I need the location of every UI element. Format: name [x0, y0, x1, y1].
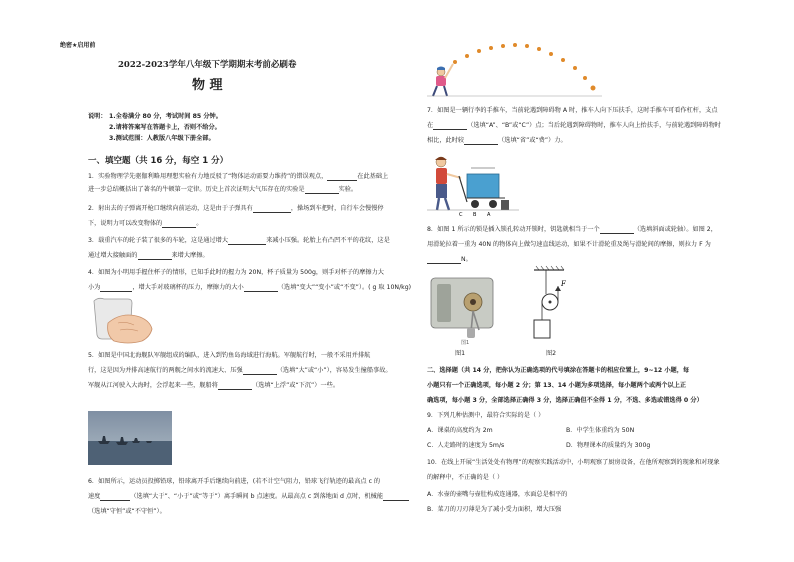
- notes-label: 说明：: [88, 113, 107, 120]
- q9-stem: 9．下列几种估测中，最符合实际的是（ ）: [427, 412, 545, 419]
- q3-line-1: 3．载重汽车的轮子装了很多的车轮，这是通过增大 来减小压强。轮胎上有凸凹不平的花纹，这是: [88, 237, 390, 244]
- shot-put-figure: [427, 38, 607, 98]
- warship-photo: [88, 411, 172, 465]
- q9-option-a: A．课桌的高度约为 2m: [427, 427, 493, 434]
- q3-line-2: 通过增大接触面的 来增大摩擦。: [88, 252, 209, 259]
- q5-line-1: 5．如图是中国北海舰队军舰组成的编队，进入到钓鱼岛海域进行海航。军舰航行时，一般不采用并排航: [88, 352, 371, 359]
- q10-option-b: B．菜刀的刀刃薄是为了减小受力面积，增大压强: [427, 506, 562, 513]
- label-c: C: [459, 212, 463, 218]
- lock-figure: [427, 272, 499, 346]
- q9-option-d: D．物理课本的质量约为 300g: [566, 442, 651, 449]
- fig1-caption: 图1: [455, 350, 466, 357]
- hand-cup-figure: [88, 293, 158, 349]
- q8-line-2: 用滑轮拉着一重为 40N 的物体向上做匀速直线运动，如果不计滑轮重及绳与滑轮间的摩擦，则拉力 F 为: [427, 241, 711, 248]
- force-label: F: [561, 280, 566, 288]
- q7-line-2: 在 （选填“A”、“B”或“C”）点；当后轮遇到障碍物时，推车人向上抬扶手，与前轮遇到障碍物时: [427, 122, 721, 129]
- q9-option-c: C．人走路时的速度为 5m/s: [427, 442, 505, 449]
- q7-line-3: 相比，此时较 （选填“省”或“费”）力。: [427, 137, 567, 144]
- q8-line-3: N。: [427, 256, 472, 264]
- q6-line-3: （选填“守恒”或“不守恒”）。: [88, 508, 166, 515]
- note-2: 2.请将答案写在答题卡上，否则不给分。: [109, 124, 221, 131]
- section-1-title: 一、填空题（共 16 分，每空 1 分）: [88, 156, 229, 166]
- label-a: A: [487, 212, 491, 218]
- q8-line-1: 8．如图 1 所示的锁是插入锁孔转动开锁时，钥匙就相当于一个 （选填斜面或轮轴）。如图 2，: [427, 226, 717, 233]
- q5-line-2: 行，这是因为并排高速航行的两舰之间水的流速大、压强 （选填“大”或“小”），容易发生撞船事故。: [88, 367, 392, 374]
- q6-line-1: 6．如图所示，运动员投掷铅球，铅球离开手后继续向前进，(若不计空气阻力，铅球飞行轨迹的最高点 c 的: [88, 478, 381, 485]
- q5-line-3: 军舰从江河驶入大海时，会浮起来一些，舰船将 （选填“上浮”或“下沉”）一些。: [88, 382, 340, 389]
- trolley-figure: [427, 152, 523, 218]
- q2-line-2: 下，说明力可以改变物体的 。: [88, 220, 203, 227]
- q4-line-2: 小为 ，增大手对玻璃杯的压力，摩擦力的大小 （选填“变大”“变小”或“不变”）。( g 取 10N/kg): [88, 284, 412, 291]
- q2-line-1: 2．射出去的子弹离开枪口继续向前运动，这是由于子弹具有 ，操场到车把时，自行车会慢慢停: [88, 205, 384, 212]
- exam-title: 2022-2023学年八年级下学期期末考前必刷卷: [118, 60, 297, 70]
- secret-label: 绝密★启用前: [60, 42, 96, 49]
- label-b: B: [473, 212, 477, 218]
- fig2-caption: 图2: [546, 350, 557, 357]
- subject-title: 物 理: [192, 78, 223, 93]
- pulley-figure: [530, 264, 578, 346]
- section-2-line-1: 二、选择题（共 14 分，把你认为正确选项的代号填涂在答题卡的相应位置上，9~12 小题，每: [427, 367, 690, 374]
- svg-text:图1: 图1: [461, 340, 470, 346]
- q4-line-1: 4．如图为小明用手握住杯子的情形，已知手此时的握力为 20N，杯子质量为 500g，则手对杯子的摩擦力大: [88, 269, 384, 276]
- q6-line-2: 速度 （选填“大于”、“小于”或“等于”）离手瞬间 b 点速度。从最高点 c 到落地面 d 点时，机械能: [88, 493, 409, 501]
- note-1: 1.全卷满分 80 分，考试时间 85 分钟。: [109, 113, 222, 120]
- q7-line-1: 7．如图是一辆行李的手推车，当前轮遇到障碍物 A 时，推车人向下压扶手，这时手推车可看作杠杆，支点: [427, 107, 718, 114]
- section-2-line-2: 小题只有一个正确选项，每小题 2 分；第 13、14 小题为多项选择，每小题两个或两个以上正: [427, 382, 687, 389]
- q10-option-a: A．水壶的壶嘴与壶肚构成连通器，水面总是相平的: [427, 491, 568, 498]
- q1-line-2: 进一步总结概括出了著名的牛顿第一定律。历史上首次证明大气压存在的实验是 实验。: [88, 186, 358, 193]
- q1-line-1: 1．实验物理学先驱伽利略用理想实验有力地反驳了“物体运动需要力维持”的错误观点， 在此基础上: [88, 173, 389, 180]
- q10-line-2: 的解释中，不正确的是（ ）: [427, 474, 504, 481]
- q10-line-1: 10．在线上开展“生活处处有物理”的观察实践活动中，小明观察了厨房设备，在他所观察到的现象和对现象: [427, 459, 720, 466]
- note-3: 3.测试范围：人教版八年级下册全部。: [109, 135, 215, 142]
- section-2-line-3: 确选项，每小题 3 分，全部选择正确得 3 分，选择正确但不全得 1 分，不选、多选或错选得 0 分）: [427, 397, 703, 404]
- q9-option-b: B．中学生体重约为 50N: [566, 427, 635, 434]
